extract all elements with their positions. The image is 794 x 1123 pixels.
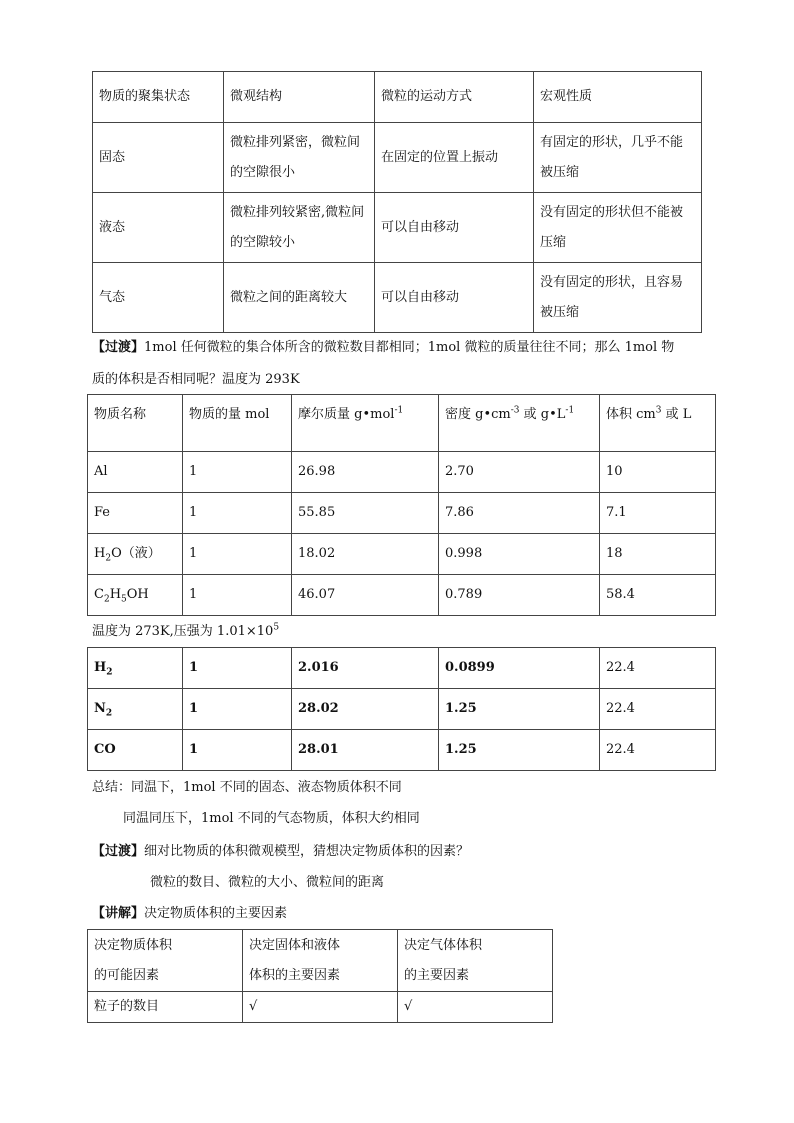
table-cell: 微粒排列紧密，微粒间的空隙很小: [224, 123, 375, 193]
formula-part: H: [94, 546, 106, 561]
header-line: 的主要因素: [404, 967, 470, 983]
header-text: 或 L: [661, 407, 692, 422]
table-cell: 1: [183, 575, 292, 616]
checkmark-cell: √: [398, 992, 553, 1023]
condition-text: 温度为 273K,压强为 1.01×10: [92, 624, 274, 639]
table-cell: 可以自由移动: [375, 193, 534, 263]
header-cell: 宏观性质: [534, 72, 702, 123]
table-cell: 0.0899: [439, 648, 600, 689]
checkmark-cell: √: [243, 992, 398, 1023]
table-cell: [88, 730, 183, 771]
subscript: 5: [121, 594, 127, 605]
table-cell: 18: [600, 534, 716, 575]
table-cell: 46.07: [292, 575, 439, 616]
lecture-tag: 【讲解】: [92, 906, 145, 921]
header-line: 的可能因素: [94, 967, 160, 983]
header-cell: 物质名称: [88, 395, 183, 452]
lecture-text: 决定物质体积的主要因素: [144, 906, 288, 921]
table-cell: 在固定的位置上振动: [375, 123, 534, 193]
table-cell: 28.02: [292, 689, 439, 730]
header-cell: 微观结构: [224, 72, 375, 123]
table-cell: [88, 648, 183, 689]
table-cell: 没有固定的形状但不能被压缩: [534, 193, 702, 263]
table-cell: [88, 534, 183, 575]
superscript: 3: [655, 405, 662, 416]
table-cell: 1: [183, 452, 292, 493]
table-cell: 22.4: [600, 730, 716, 771]
header-cell: [243, 930, 398, 992]
table-cell: 28.01: [292, 730, 439, 771]
subscript: 2: [106, 667, 113, 678]
transition2-paragraph: [92, 842, 469, 862]
header-text: 摩尔质量 g•mol: [298, 407, 395, 422]
subscript: 2: [105, 553, 112, 564]
table-cell: 7.1: [600, 493, 716, 534]
lecture-line: [92, 904, 287, 924]
states-table: [92, 71, 702, 333]
superscript: -1: [565, 405, 575, 416]
transition-text: 细对比物质的体积微观模型，猜想决定物质体积的因素？: [144, 844, 470, 859]
table-cell: 粒子的数目: [88, 992, 243, 1023]
transition-tag: 【过渡】: [92, 844, 145, 859]
formula-part: CO: [94, 742, 116, 757]
header-cell: [600, 395, 716, 452]
table-cell: 1: [183, 493, 292, 534]
summary-line-2: 同温同压下，1mol 不同的气态物质，体积大约相同: [123, 811, 420, 826]
table-cell: 固态: [93, 123, 224, 193]
header-text: 或 g•L: [519, 407, 566, 422]
table-cell: 22.4: [600, 689, 716, 730]
table-cell: 18.02: [292, 534, 439, 575]
transition2-answer: 微粒的数目、微粒的大小、微粒间的距离: [150, 875, 385, 890]
table-cell: 1: [183, 648, 292, 689]
table-cell: 微粒之间的距离较大: [224, 263, 375, 333]
formula-part: H: [94, 660, 107, 675]
table-cell: 1.25: [439, 730, 600, 771]
transition-tag: 【过渡】: [92, 340, 145, 355]
table-cell: 1.25: [439, 689, 600, 730]
header-cell: 物质的聚集状态: [93, 72, 224, 123]
table-cell: Fe: [88, 493, 183, 534]
table-cell: 没有固定的形状，且容易被压缩: [534, 263, 702, 333]
header-cell: 微粒的运动方式: [375, 72, 534, 123]
header-cell: [398, 930, 553, 992]
table-cell: 1: [183, 730, 292, 771]
table-cell: 55.85: [292, 493, 439, 534]
transition-text: 1mol 任何微粒的集合体所含的微粒数目都相同；1mol 微粒的质量往往不同；那么 1mol 物: [144, 340, 675, 355]
header-cell: [439, 395, 600, 452]
table-cell: 2.70: [439, 452, 600, 493]
transition-text-2: 质的体积是否相同呢？温度为 293K: [92, 372, 300, 387]
table-cell: 26.98: [292, 452, 439, 493]
subscript: 2: [105, 708, 113, 719]
summary-line-1: 总结：同温下，1mol 不同的固态、液态物质体积不同: [92, 780, 402, 795]
formula-part: N: [94, 701, 106, 716]
factors-table: [87, 929, 553, 1023]
table-cell: 7.86: [439, 493, 600, 534]
formula-part: O（液）: [111, 546, 161, 561]
molar-volume-table: [87, 394, 716, 616]
gas-table: [87, 647, 716, 771]
superscript: -1: [394, 405, 404, 416]
header-line: 决定气体体积: [404, 937, 483, 953]
table-cell: Al: [88, 452, 183, 493]
table-cell: [88, 575, 183, 616]
table-cell: 58.4: [600, 575, 716, 616]
table-cell: 22.4: [600, 648, 716, 689]
header-cell: [292, 395, 439, 452]
header-line: 决定物质体积: [94, 937, 173, 953]
header-line: 体积的主要因素: [249, 967, 341, 983]
table-cell: [88, 689, 183, 730]
header-text: 体积 cm: [606, 407, 656, 422]
superscript: 5: [273, 622, 280, 633]
formula-part: C: [94, 587, 104, 602]
table-cell: 有固定的形状，几乎不能被压缩: [534, 123, 702, 193]
formula-part: OH: [126, 587, 149, 602]
subscript: 2: [103, 594, 110, 605]
header-text: 密度 g•cm: [445, 407, 511, 422]
table-cell: 10: [600, 452, 716, 493]
header-cell: 物质的量 mol: [183, 395, 292, 452]
table-cell: 2.016: [292, 648, 439, 689]
table-cell: 气态: [93, 263, 224, 333]
table-cell: 液态: [93, 193, 224, 263]
header-cell: [88, 930, 243, 992]
condition-line: [92, 622, 279, 642]
table-cell: 0.789: [439, 575, 600, 616]
table-cell: 1: [183, 534, 292, 575]
table-cell: 微粒排列较紧密,微粒间的空隙较小: [224, 193, 375, 263]
header-line: 决定固体和液体: [249, 937, 341, 953]
transition-paragraph-cont: [92, 370, 300, 390]
table-cell: 1: [183, 689, 292, 730]
formula-part: H: [109, 587, 122, 602]
table-cell: 可以自由移动: [375, 263, 534, 333]
transition-paragraph: [92, 338, 674, 358]
table-cell: 0.998: [439, 534, 600, 575]
superscript: -3: [510, 405, 520, 416]
